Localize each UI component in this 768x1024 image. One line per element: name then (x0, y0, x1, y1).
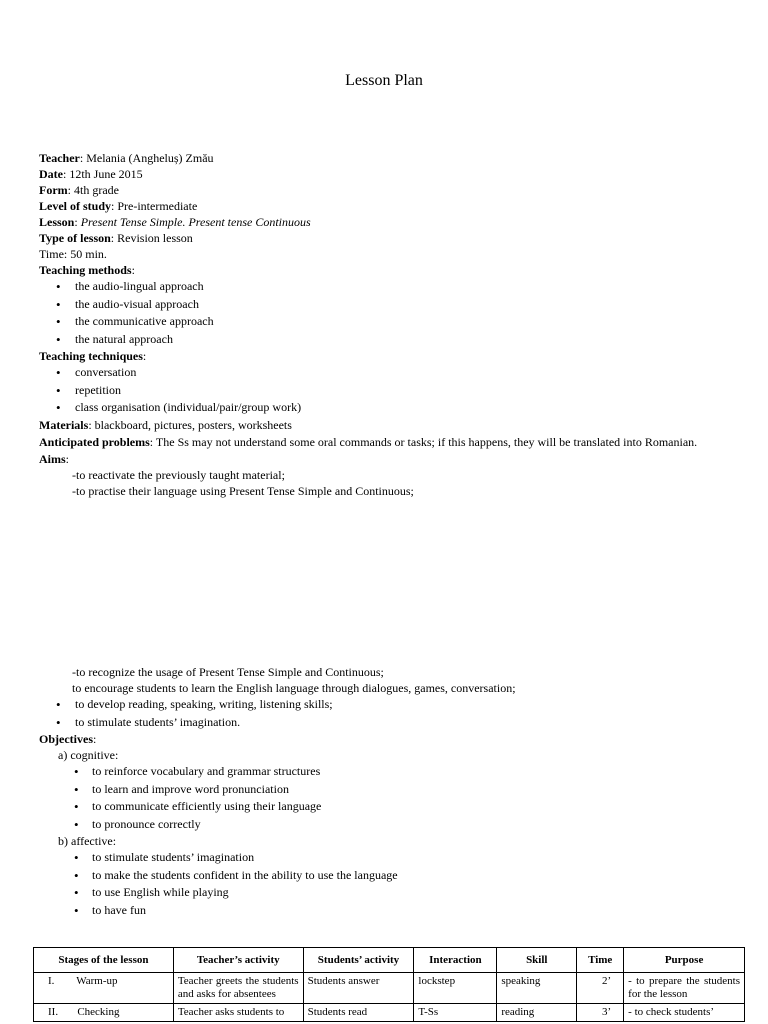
list-item: • to develop reading, speaking, writing, listening skills; (39, 696, 739, 714)
table-cell: Teacher asks students to (173, 1004, 303, 1022)
aims-continued (39, 664, 739, 919)
table-header-row (34, 948, 745, 973)
table-cell: II. Checking (34, 1004, 174, 1022)
problems-value: : The Ss may not understand some oral commands or tasks; if this happens, they will be translated into Romanian. (149, 434, 698, 449)
objectives-section (39, 747, 739, 919)
aims-bullets (39, 696, 739, 731)
materials-value: : blackboard, pictures, posters, worksheets (88, 417, 292, 432)
list-item: • to pronounce correctly (39, 816, 739, 834)
table-cell: - to check students’ (624, 1004, 745, 1022)
date-line (39, 166, 739, 182)
lesson-value: Present Tense Simple. Present tense Continuous (80, 215, 311, 229)
list-item: • to use English while playing (39, 884, 739, 902)
table-cell: - to prepare the students for the lesson (624, 973, 745, 1004)
table-cell: Teacher greets the students and asks for absentees (173, 973, 303, 1004)
techniques-heading: Teaching techniques: (39, 349, 147, 363)
table-cell: 3’ (577, 1004, 624, 1022)
teacher-label: Teacher (39, 151, 80, 165)
level-value: : Pre-intermediate (111, 199, 198, 213)
column-header: Students’ activity (303, 948, 414, 973)
list-item: • repetition (39, 382, 739, 400)
list-item: • conversation (39, 364, 739, 382)
list-item: • the audio-visual approach (39, 296, 739, 314)
column-header: Interaction (414, 948, 497, 973)
list-item: • the communicative approach (39, 313, 739, 331)
list-item: • to stimulate students’ imagination. (39, 714, 739, 732)
column-header: Purpose (624, 948, 745, 973)
table-cell: I. Warm-up (34, 973, 174, 1004)
problems-line (39, 433, 739, 451)
column-header: Stages of the lesson (34, 948, 174, 973)
aims-line: -to practise their language using Present Tense Simple and Continuous; (72, 483, 414, 498)
list-item: • to communicate efficiently using their language (39, 798, 739, 816)
aims-label: Aims (39, 451, 66, 466)
table-cell: 2’ (577, 973, 624, 1004)
form-line (39, 182, 739, 198)
aims-heading: Aims: (39, 451, 70, 466)
list-item: • to learn and improve word pronunciation (39, 781, 739, 799)
table-row (34, 973, 745, 1004)
table-cell: Students read (303, 1004, 414, 1022)
list-item: • to make the students confident in the ability to use the language (39, 867, 739, 885)
cognitive-label: a) cognitive: (58, 748, 119, 762)
list-item: • to stimulate students’ imagination (39, 849, 739, 867)
form-value: : 4th grade (67, 183, 119, 197)
type-label: Type of lesson (39, 231, 111, 245)
column-header: Time (577, 948, 624, 973)
date-label: Date (39, 167, 63, 181)
teacher-value: : Melania (Angheluș) Zmău (79, 151, 214, 165)
teacher-line (39, 150, 739, 166)
affective-list (39, 849, 739, 919)
aims-line: -to recognize the usage of Present Tense Simple and Continuous; (72, 665, 384, 679)
materials-line (39, 417, 739, 433)
problems-label: Anticipated problems (39, 434, 150, 449)
date-value: : 12th June 2015 (63, 167, 143, 181)
lesson-stages-table (33, 947, 745, 1022)
page-title: Lesson Plan (345, 72, 423, 89)
level-label: Level of study (39, 199, 111, 213)
table-cell: reading (497, 1004, 577, 1022)
type-value: : Revision lesson (110, 231, 193, 245)
table-cell: lockstep (414, 973, 497, 1004)
table-cell: T-Ss (414, 1004, 497, 1022)
techniques-list (39, 364, 739, 417)
list-item: • to have fun (39, 902, 739, 920)
lesson-line: Lesson: Present Tense Simple. Present tense Continuous (39, 215, 311, 229)
methods-heading: Teaching methods: (39, 263, 135, 277)
list-item: • to reinforce vocabulary and grammar structures (39, 763, 739, 781)
table-cell: Students answer (303, 973, 414, 1004)
methods-label: Teaching methods (39, 263, 132, 277)
objectives-heading: Objectives: (39, 732, 97, 746)
lesson-label: Lesson (39, 215, 75, 229)
time-line: Time: 50 min. (39, 247, 107, 261)
type-line (39, 230, 739, 246)
form-label: Form (39, 183, 68, 197)
lesson-info (39, 150, 739, 499)
list-item: • the natural approach (39, 331, 739, 349)
materials-label: Materials (39, 417, 89, 432)
aims-line: -to reactivate the previously taught material; (72, 467, 285, 482)
list-item: • the audio-lingual approach (39, 278, 739, 296)
cognitive-list (39, 763, 739, 833)
column-header: Skill (497, 948, 577, 973)
column-header: Teacher’s activity (173, 948, 303, 973)
level-line (39, 198, 739, 214)
list-item: • class organisation (individual/pair/group work) (39, 399, 739, 417)
methods-list (39, 278, 739, 348)
affective-label: b) affective: (58, 834, 117, 848)
techniques-label: Teaching techniques (39, 349, 143, 363)
objectives-label: Objectives (39, 732, 93, 746)
aims-line: to encourage students to learn the English language through dialogues, games, conversation; (72, 681, 516, 695)
table-row (34, 1004, 745, 1022)
table-cell: speaking (497, 973, 577, 1004)
